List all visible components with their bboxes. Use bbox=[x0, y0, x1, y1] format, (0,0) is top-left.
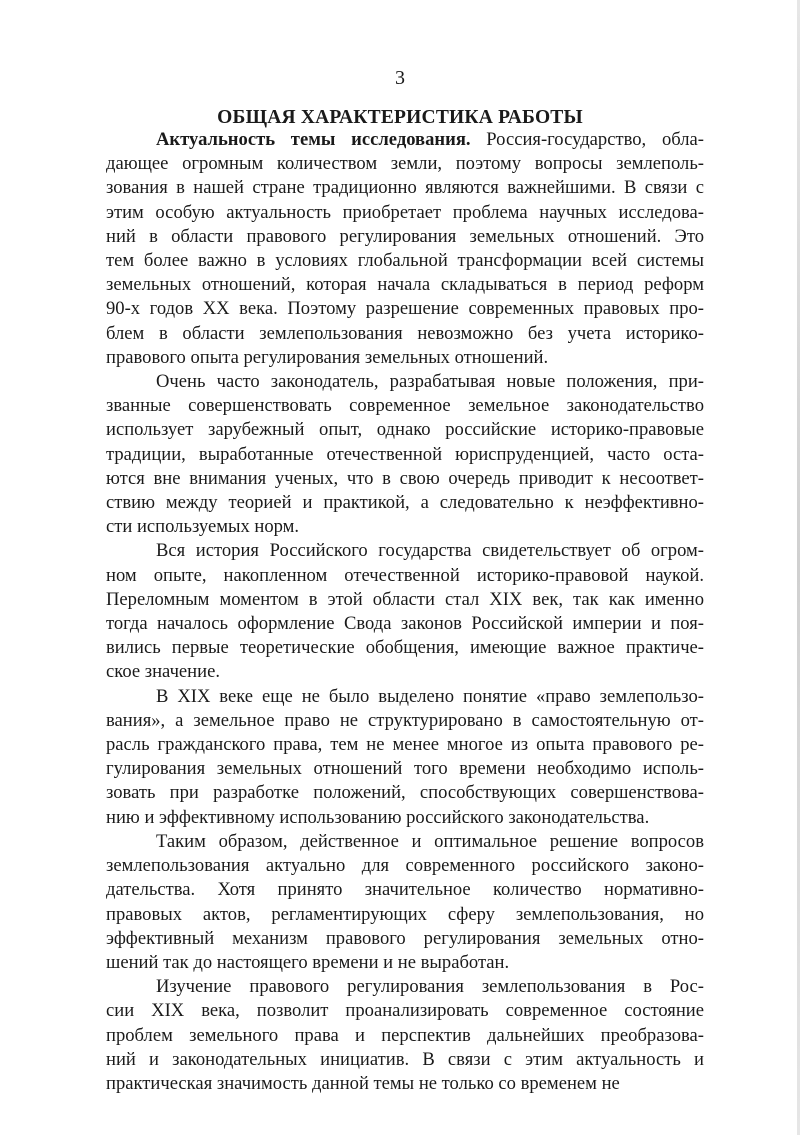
paragraph bbox=[106, 685, 704, 830]
line-text: ствию между теорией и практикой, а следовательно к неэффективно- bbox=[106, 492, 704, 514]
text-line bbox=[106, 660, 704, 684]
text-line bbox=[106, 854, 704, 878]
text-line bbox=[106, 1048, 704, 1072]
text-line bbox=[106, 370, 704, 394]
text-line bbox=[106, 1072, 704, 1096]
text-line bbox=[106, 951, 704, 975]
text-line bbox=[106, 1024, 704, 1048]
text-line bbox=[106, 249, 704, 273]
line-text: дательства. Хотя принято значительное количество нормативно- bbox=[106, 879, 704, 901]
text-line bbox=[106, 297, 704, 321]
text-line bbox=[106, 467, 704, 491]
line-text: 90-х годов XX века. Поэтому разрешение современных правовых про- bbox=[106, 298, 704, 320]
line-text: зования в нашей стране традиционно являются важнейшими. В связи с bbox=[106, 177, 704, 199]
line-text: дающее огромным количеством земли, поэтому вопросы землеполь- bbox=[106, 153, 704, 175]
text-line bbox=[106, 878, 704, 902]
line-text: Очень часто законодатель, разрабатывая новые положения, при- bbox=[156, 371, 704, 393]
text-line bbox=[106, 491, 704, 515]
line-text: Вся история Российского государства свидетельствует об огром- bbox=[156, 540, 704, 562]
text-line bbox=[106, 322, 704, 346]
line-text: зовать при разработке положений, способствующих совершенствова- bbox=[106, 782, 704, 804]
text-line bbox=[106, 346, 704, 370]
text-line bbox=[106, 588, 704, 612]
text-line bbox=[106, 394, 704, 418]
page-number: 3 bbox=[395, 67, 405, 89]
line-text: Таким образом, действенное и оптимальное решение вопросов bbox=[156, 830, 704, 852]
line-text: гулирования земельных отношений того времени необходимо исполь- bbox=[106, 758, 704, 780]
text-line bbox=[106, 975, 704, 999]
text-line bbox=[106, 443, 704, 467]
text-line bbox=[106, 612, 704, 636]
paragraph bbox=[106, 830, 704, 975]
text-line bbox=[106, 564, 704, 588]
line-text: традиции, выработанные отечественной юриспруденцией, часто оста- bbox=[106, 443, 704, 465]
line-text: правового опыта регулирования земельных отношений. bbox=[106, 346, 549, 368]
line-text: землепользования актуально для современного российского законо- bbox=[106, 855, 704, 877]
line-text: шений так до настоящего времени и не выработан. bbox=[106, 951, 510, 973]
line-text: званные совершенствовать современное земельное законодательство bbox=[106, 395, 704, 417]
line-text: ское значение. bbox=[106, 661, 220, 683]
text-line bbox=[106, 685, 704, 709]
text-line bbox=[106, 806, 704, 830]
text-line bbox=[106, 927, 704, 951]
text-line bbox=[106, 152, 704, 176]
line-text: вания», а земельное право не структурировано в самостоятельную от- bbox=[106, 709, 704, 731]
text-line bbox=[106, 225, 704, 249]
text-line bbox=[106, 515, 704, 539]
line-text: блем в области землепользования невозможно без учета историко- bbox=[106, 322, 704, 344]
text-line bbox=[106, 757, 704, 781]
line-text: практическая значимость данной темы не только со временем не bbox=[106, 1072, 620, 1094]
text-line bbox=[106, 709, 704, 733]
paragraph-lead-bold: Актуальность темы исследования. bbox=[156, 129, 471, 150]
line-text: вились первые теоретические обобщения, имеющие важное практиче- bbox=[106, 637, 704, 659]
text-line bbox=[106, 733, 704, 757]
paragraph bbox=[106, 128, 704, 370]
body-text bbox=[106, 128, 704, 1096]
text-line bbox=[106, 176, 704, 200]
line-text: Переломным моментом в этой области стал XIX век, так как именно bbox=[106, 588, 704, 610]
text-line bbox=[106, 201, 704, 225]
line-text: земельных отношений, которая начала складываться в период реформ bbox=[106, 274, 704, 296]
text-line bbox=[106, 418, 704, 442]
text-line bbox=[106, 636, 704, 660]
text-line bbox=[106, 781, 704, 805]
paragraph bbox=[106, 539, 704, 684]
line-text: В XIX веке еще не было выделено понятие «право землепользо- bbox=[156, 685, 704, 707]
text-line bbox=[106, 128, 704, 152]
line-text: нию и эффективному использованию российского законодательства. bbox=[106, 806, 650, 828]
text-line bbox=[106, 539, 704, 563]
line-text: ном опыте, накопленном отечественной историко-правовой наукой. bbox=[106, 564, 704, 586]
text-line bbox=[106, 830, 704, 854]
section-title: ОБЩАЯ ХАРАКТЕРИСТИКА РАБОТЫ bbox=[217, 107, 583, 128]
line-text: сии XIX века, позволит проанализировать современное состояние bbox=[106, 1000, 704, 1022]
text-line bbox=[106, 273, 704, 297]
line-text: тогда началось оформление Свода законов Российской империи и поя- bbox=[106, 613, 704, 635]
line-text: правовых актов, регламентирующих сферу землепользования, но bbox=[106, 903, 704, 925]
line-text: ются вне внимания ученых, что в свою очередь приводит к несоответ- bbox=[106, 467, 704, 489]
line-text: эффективный механизм правового регулирования земельных отно- bbox=[106, 927, 704, 949]
text-line bbox=[106, 903, 704, 927]
line-text: сти используемых норм. bbox=[106, 516, 300, 538]
line-text: Изучение правового регулирования землепользования в Рос- bbox=[156, 976, 704, 998]
line-text: Россия-государство, обла- bbox=[470, 129, 704, 150]
text-line bbox=[106, 999, 704, 1023]
line-text: тем более важно в условиях глобальной трансформации всей системы bbox=[106, 250, 704, 272]
line-text: расль гражданского права, тем не менее многое из опыта правового ре- bbox=[106, 734, 704, 756]
paragraph bbox=[106, 370, 704, 539]
line-text: этим особую актуальность приобретает проблема научных исследова- bbox=[106, 201, 704, 223]
line-text: ний и законодательных инициатив. В связи с этим актуальность и bbox=[106, 1048, 704, 1070]
paragraph bbox=[106, 975, 704, 1096]
line-text: ний в области правового регулирования земельных отношений. Это bbox=[106, 225, 704, 247]
line-text: проблем земельного права и перспектив дальнейших преобразова- bbox=[106, 1024, 704, 1046]
line-text: использует зарубежный опыт, однако российские историко-правовые bbox=[106, 419, 704, 441]
